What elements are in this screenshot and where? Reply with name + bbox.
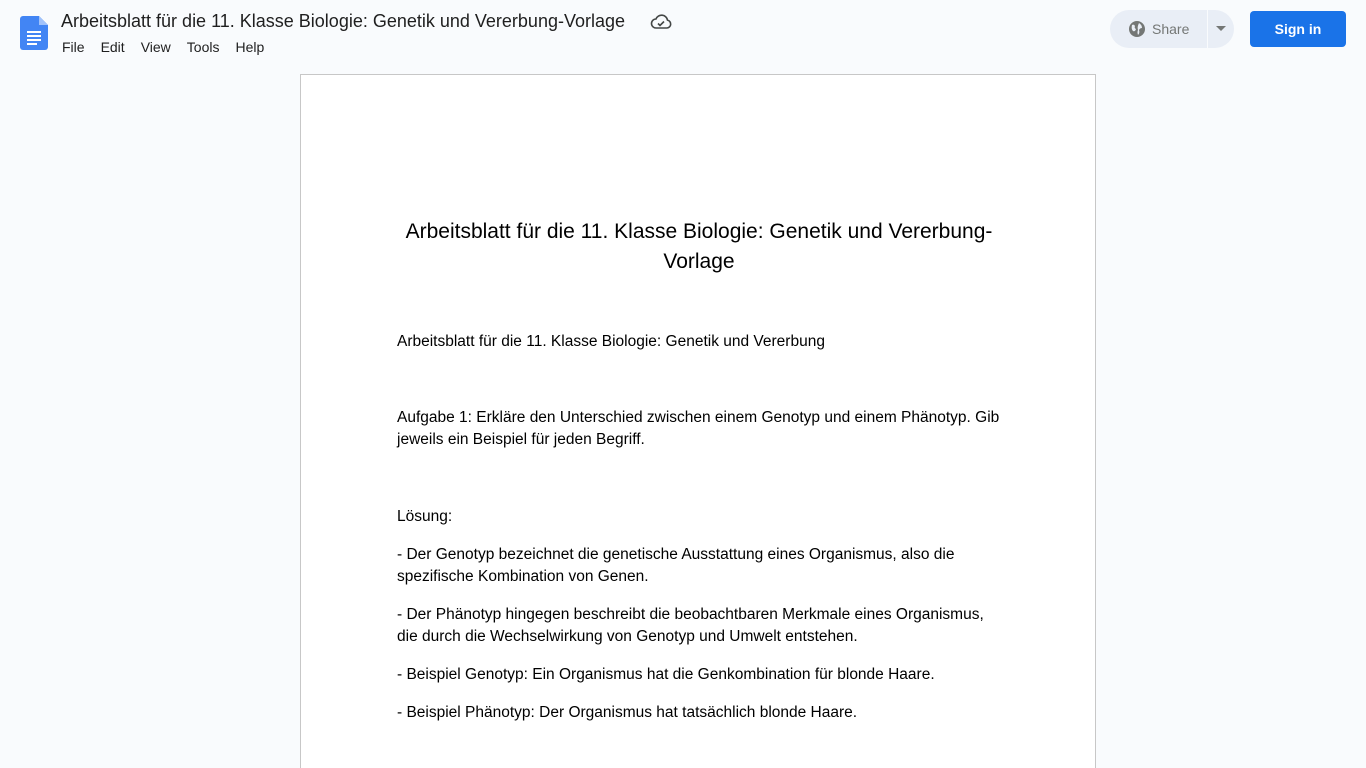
- document-paragraph: - Der Genotyp bezeichnet die genetische Ausstattung eines Organismus, also die spezifische Kombination von Genen.: [397, 546, 955, 585]
- menu-help[interactable]: Help: [235, 39, 265, 55]
- cloud-saved-icon[interactable]: [650, 12, 672, 32]
- share-button[interactable]: [1110, 10, 1208, 48]
- document-paragraph: - Beispiel Genotyp: Ein Organismus hat die Genkombination für blonde Haare.: [397, 666, 935, 683]
- menu-bar: [54, 36, 272, 58]
- document-paragraph: Aufgabe 1: Erkläre den Unterschied zwischen einem Genotyp und einem Phänotyp. Gib jeweils ein Beispiel für jeden Begriff.: [397, 409, 1000, 448]
- share-button-group: [1110, 10, 1234, 48]
- document-heading: Arbeitsblatt für die 11. Klasse Biologie: Genetik und Vererbung-Vorlage: [405, 220, 993, 273]
- menu-file[interactable]: File: [62, 39, 85, 55]
- google-docs-icon[interactable]: [20, 16, 48, 50]
- document-paragraph: Lösung:: [397, 508, 453, 525]
- document-paragraph: - Der Phänotyp hingegen beschreibt die beobachtbaren Merkmale eines Organismus, die durch die Wechselwirkung von Genotyp und Umwelt entstehen.: [397, 606, 984, 645]
- caret-down-icon: [1216, 26, 1226, 32]
- menu-edit[interactable]: Edit: [100, 39, 125, 55]
- document-paragraph: - Beispiel Phänotyp: Der Organismus hat tatsächlich blonde Haare.: [397, 704, 858, 721]
- document-page[interactable]: [300, 74, 1096, 768]
- document-title[interactable]: Arbeitsblatt für die 11. Klasse Biologie: Genetik und Vererbung-Vorlage: [61, 11, 626, 31]
- sign-in-button[interactable]: Sign in: [1250, 11, 1346, 47]
- share-dropdown-button[interactable]: [1208, 10, 1234, 48]
- menu-view[interactable]: View: [140, 39, 171, 55]
- top-bar: [0, 0, 1366, 64]
- document-paragraph: Arbeitsblatt für die 11. Klasse Biologie: Genetik und Vererbung: [397, 333, 825, 350]
- globe-icon: [1128, 20, 1146, 38]
- menu-tools[interactable]: Tools: [186, 39, 220, 55]
- share-label: Share: [1152, 21, 1190, 37]
